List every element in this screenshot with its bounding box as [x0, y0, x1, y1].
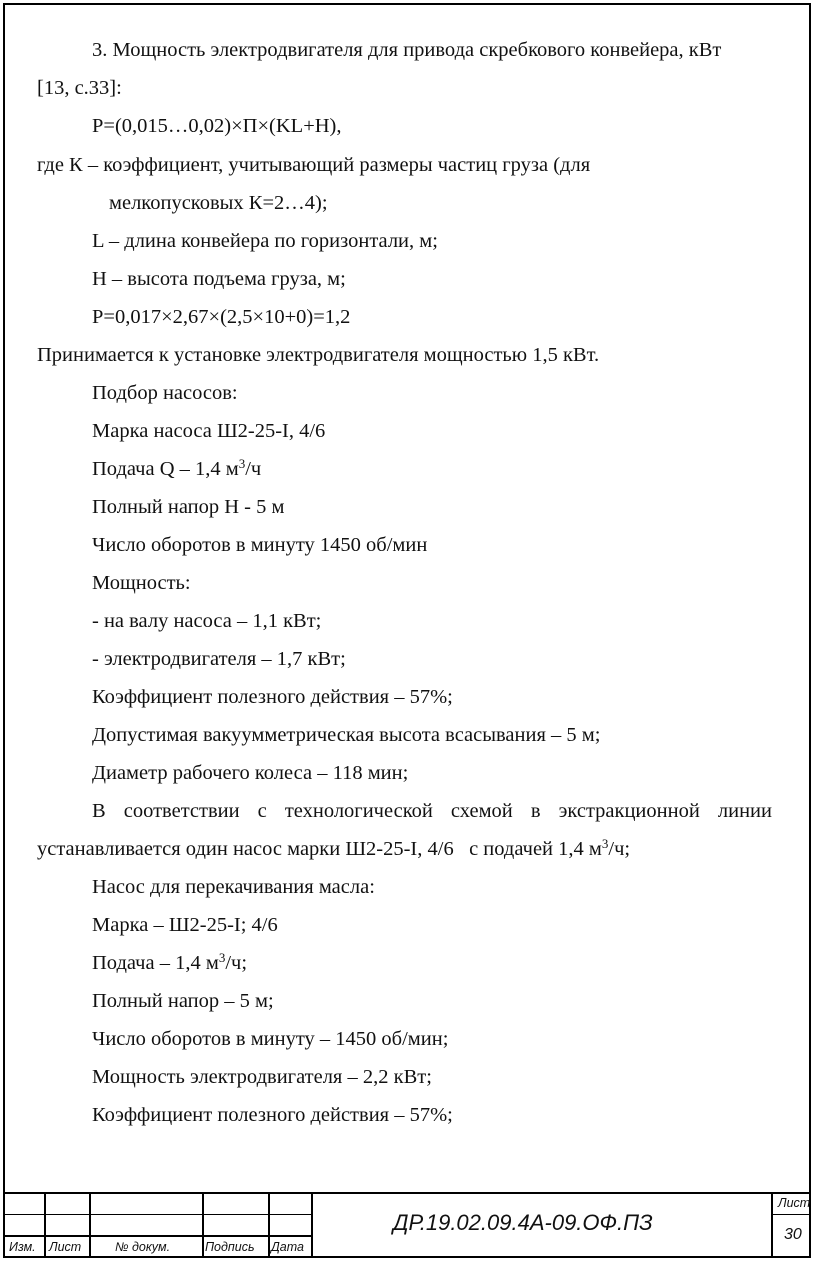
- superscript: 3: [601, 836, 609, 851]
- text-span: /ч: [245, 458, 262, 480]
- paragraph-line: мелкопусковых К=2…4);: [109, 192, 328, 214]
- stamp-col-line: [268, 1192, 270, 1258]
- stamp-label-izm: Изм.: [9, 1240, 36, 1254]
- sheet-number: 30: [784, 1226, 802, 1243]
- paragraph-line: Мощность электродвигателя – 2,2 кВт;: [92, 1066, 432, 1088]
- paragraph-line: Число оборотов в минуту 1450 об/мин: [92, 534, 428, 556]
- stamp-row-line: [3, 1235, 311, 1237]
- justified-line: [92, 799, 772, 823]
- paragraph-line: Полный напор – 5 м;: [92, 990, 274, 1012]
- superscript: 3: [218, 950, 226, 965]
- stamp-label-data: Дата: [271, 1240, 304, 1254]
- stamp-label-list: Лист: [49, 1240, 82, 1254]
- formula-line: P=0,017×2,67×(2,5×10+0)=1,2: [92, 306, 351, 328]
- paragraph-line: Мощность:: [92, 572, 191, 594]
- paragraph-line: - на валу насоса – 1,1 кВт;: [92, 610, 322, 632]
- paragraph-line: где К – коэффициент, учитывающий размеры частиц груза (для: [37, 154, 591, 176]
- paragraph-line: Число оборотов в минуту – 1450 об/мин;: [92, 1028, 449, 1050]
- stamp-label-dokum: № докум.: [115, 1240, 171, 1254]
- word: В: [92, 800, 106, 822]
- stamp-col-line: [89, 1192, 91, 1258]
- word: в: [530, 800, 541, 822]
- paragraph-line: Допустимая вакуумметрическая высота всасывания – 5 м;: [92, 724, 601, 746]
- paragraph-line: Насос для перекачивания масла:: [92, 876, 375, 898]
- word: соответствии: [123, 800, 240, 822]
- superscript: 3: [238, 456, 246, 471]
- paragraph-line: Подбор насосов:: [92, 382, 238, 404]
- paragraph-line: Диаметр рабочего колеса – 118 мин;: [92, 762, 409, 784]
- stamp-col-line: [771, 1192, 773, 1258]
- paragraph-line: - электродвигателя – 1,7 кВт;: [92, 648, 346, 670]
- stamp-label-podpis: Подпись: [205, 1240, 255, 1254]
- word: экстракционной: [558, 800, 700, 822]
- paragraph-line: Принимается к установке электродвигателя мощностью 1,5 кВт.: [37, 344, 600, 366]
- paragraph-line: Полный напор Н - 5 м: [92, 496, 285, 518]
- text-span: /ч;: [225, 952, 248, 974]
- paragraph-line: Коэффициент полезного действия – 57%;: [92, 686, 453, 708]
- text-span: Подача Q – 1,4 м: [92, 458, 239, 480]
- stamp-row-line: [3, 1214, 311, 1215]
- paragraph-line: [92, 457, 261, 481]
- stamp-border: [3, 1192, 811, 1194]
- text-span: Подача – 1,4 м: [92, 952, 219, 974]
- title-block-stamp: [3, 1192, 811, 1258]
- paragraph-line: Коэффициент полезного действия – 57%;: [92, 1104, 453, 1126]
- paragraph-line: [92, 951, 247, 975]
- formula-line: P=(0,015…0,02)×П×(KL+H),: [92, 115, 342, 137]
- paragraph-line: [13, с.33]:: [37, 77, 122, 99]
- paragraph-line: Марка насоса Ш2-25-I, 4/6: [92, 420, 326, 442]
- word: схемой: [450, 800, 513, 822]
- word: с: [257, 800, 267, 822]
- document-code: ДР.19.02.09.4А-09.ОФ.ПЗ: [393, 1210, 653, 1235]
- stamp-col-line: [44, 1192, 46, 1258]
- stamp-col-line: [311, 1192, 313, 1258]
- text-span: устанавливается один насос марки Ш2-25-I, 4/6 с подачей 1,4 м: [37, 838, 602, 860]
- stamp-row-line: [771, 1214, 811, 1215]
- stamp-col-line: [202, 1192, 204, 1258]
- sheet-label: Лист: [778, 1196, 811, 1210]
- paragraph-line: [37, 837, 630, 861]
- word: технологической: [284, 800, 433, 822]
- paragraph-line: L – длина конвейера по горизонтали, м;: [92, 230, 438, 252]
- text-span: /ч;: [608, 838, 631, 860]
- paragraph-line: Марка – Ш2-25-I; 4/6: [92, 914, 278, 936]
- word: линии: [717, 800, 772, 822]
- paragraph-line: 3. Мощность электродвигателя для привода скребкового конвейера, кВт: [92, 39, 722, 61]
- paragraph-line: Н – высота подъема груза, м;: [92, 268, 346, 290]
